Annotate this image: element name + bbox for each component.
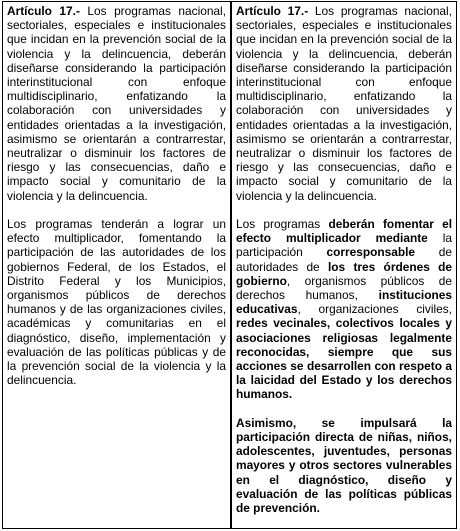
article-paragraph-1 [7,4,226,203]
article-paragraph-2 [236,217,452,402]
text-run: la participación [236,231,453,260]
article-paragraph-1 [236,4,452,203]
bold-run: redes vecinales, colectivos locales y asociaciones religiosas legalmente reconocidas, siempre que sus acciones se desarrollen con respeto a la laicidad del Estado y los derechos humanos. [236,316,452,402]
text-run: , organismos públicos de derechos humanos, [236,273,452,303]
bold-run: corresponsable [326,245,416,260]
original-text-column [3,2,230,528]
bold-run: instituciones educativas [236,288,452,317]
text-run: Los programas [236,217,329,232]
article-label: Artículo 17.- [7,4,80,18]
bold-run: los tres órdenes de gobierno [236,259,452,288]
proposed-text-column [232,2,456,528]
bold-run: Asimismo, se impulsará la participación directa de niñas, niños, adolescentes, juventudes, personas mayores y otros sectores vulnerables en el diagnóstico, diseño y evaluación de las políticas públicas de prevención. [236,415,452,516]
article-label: Artículo 17.- [236,4,309,18]
article-paragraph-2: Los programas tenderán a lograr un efecto multiplicador, fomentando la participación de las autoridades de los gobiernos Federal, de los Estados, el Distrito Federal y los Municipios, organismos públicos de derechos humanos y de las organizaciones civiles, académicas y comunitarias en el diagnóstico, diseño, implementación y evaluación de las políticas públicas y de la prevención social de la violencia y la delincuencia. [7,217,226,388]
article-paragraph-3 [236,416,452,515]
text-run: de autoridades de [236,245,452,274]
paragraph-text: Los programas nacional, sectoriales, especiales e institucionales que incidan en la prevención social de la violencia y la delincuencia, deberán diseñarse considerando la participación interinstitucional con enfoque multidisciplinario, enfatizando la colaboración con universidades y entidades orientadas a la investigación, asimismo se orientarán a contrarrestar, neutralizar o disminuir los factores de riesgo y las consecuencias, daño e impacto social y comunitario de la violencia y la delincuencia. [236,4,452,203]
comparison-table [2,1,457,529]
paragraph-text: Los programas nacional, sectoriales, especiales e institucionales que incidan en la prevención social de la violencia y la delincuencia, deberán diseñarse considerando la participación interinstitucional con enfoque multidisciplinario, enfatizando la colaboración con universidades y entidades orientadas a la investigación, asimismo se orientarán a contrarrestar, neutralizar o disminuir los factores de riesgo y las consecuencias, daño e impacto social y comunitario de la violencia y la delincuencia. [7,4,226,203]
bold-run: deberán fomentar el efecto multiplicador mediante [236,217,452,246]
text-run: , organizaciones civiles, [297,302,452,317]
